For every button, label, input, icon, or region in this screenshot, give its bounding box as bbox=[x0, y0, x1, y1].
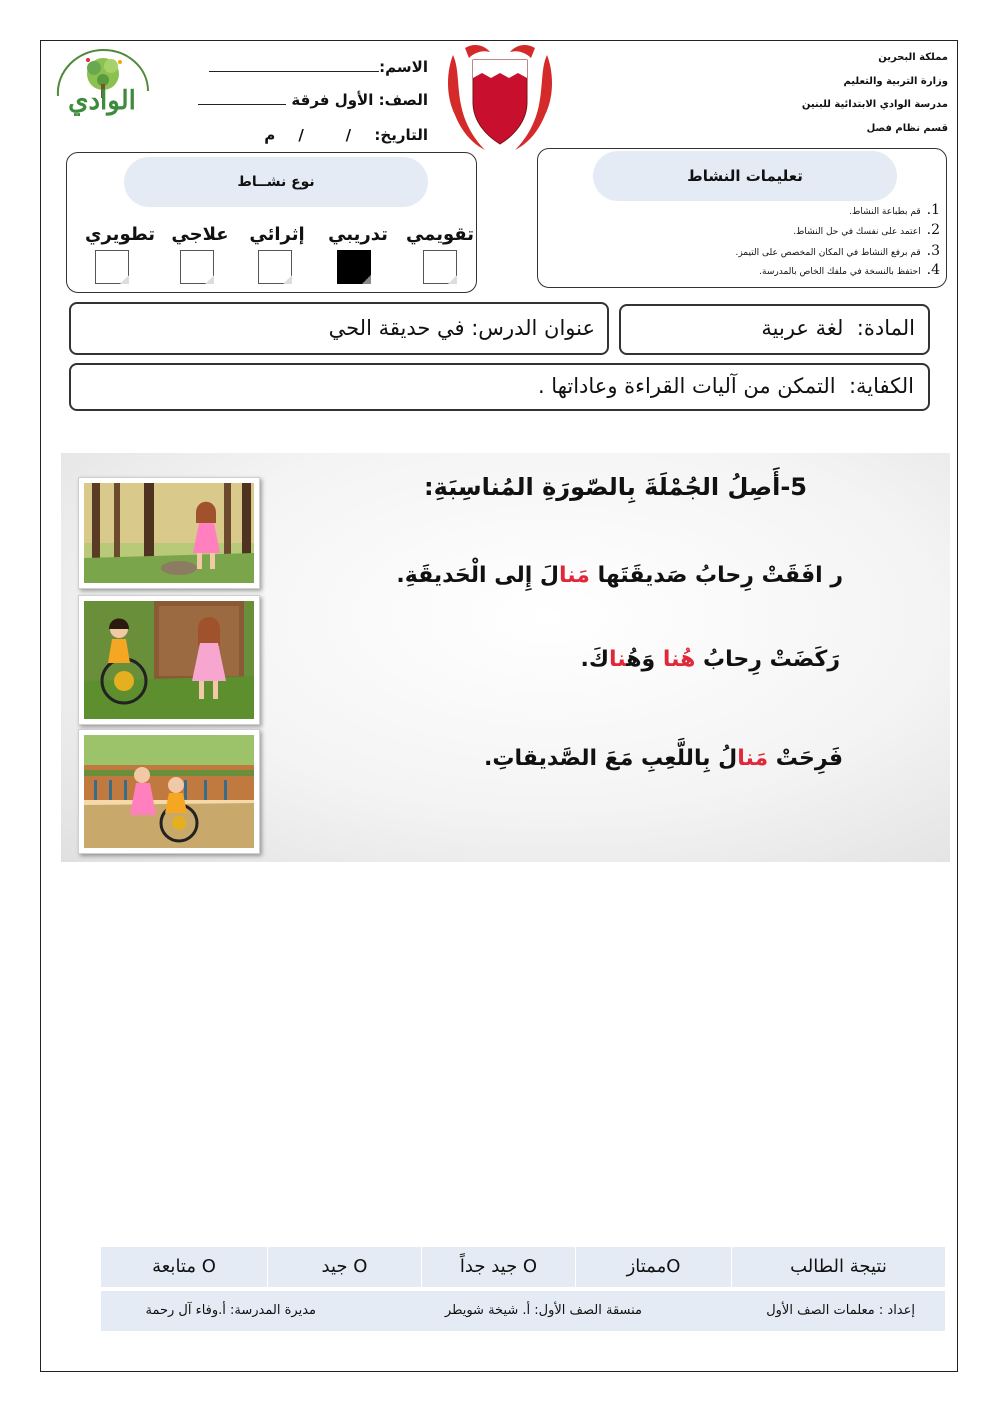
date-field bbox=[188, 126, 428, 144]
lesson-value: في حديقة الحي bbox=[328, 316, 465, 340]
instruction-item: 3.قم برفع النشاط في المكان المخصص على التيمز. bbox=[735, 243, 940, 259]
credits-row bbox=[101, 1291, 945, 1331]
instruction-item: 4.احتفظ بالنسخة في ملفك الخاص بالمدرسة. bbox=[759, 262, 940, 278]
instructions-title: تعليمات النشاط bbox=[593, 151, 897, 201]
class-label: الصف: الأول فرقة bbox=[291, 91, 428, 109]
competency-value: التمكن من آليات القراءة وعاداتها . bbox=[537, 374, 836, 398]
result-label: نتيجة الطالب bbox=[731, 1247, 945, 1287]
activity-type-title: نوع نشــاط bbox=[124, 157, 428, 207]
grade-excellent[interactable]: Oممتاز bbox=[575, 1247, 731, 1287]
type-label-training: تدريبي bbox=[328, 224, 388, 245]
picture-park-friends[interactable] bbox=[78, 729, 260, 854]
logo-text: الوادي bbox=[68, 86, 136, 116]
sentence-2[interactable]: رَكَضَتْ رِحابُ هُنا وَهُناكَ. bbox=[580, 647, 840, 672]
school-logo bbox=[48, 46, 156, 124]
class-line[interactable] bbox=[198, 92, 286, 105]
instruction-item: 2.اعتمد على نفسك في حل النشاط. bbox=[793, 222, 940, 238]
picture-playing-friends[interactable] bbox=[78, 595, 260, 725]
subject-label: المادة: bbox=[856, 316, 915, 340]
name-label: الاسم: bbox=[379, 58, 428, 76]
ministry-line: وزارة التربية والتعليم bbox=[843, 75, 948, 87]
picture-forest-run[interactable] bbox=[78, 477, 260, 589]
checkbox-enrichment[interactable] bbox=[258, 250, 292, 284]
competency-field bbox=[538, 374, 914, 398]
competency-label: الكفاية: bbox=[848, 374, 914, 398]
result-row bbox=[101, 1247, 945, 1287]
ministry-header bbox=[728, 46, 948, 140]
type-label-remedial: علاجي bbox=[171, 224, 229, 245]
coordinator: منسقة الصف الأول: أ. شيخة شويطر bbox=[444, 1303, 642, 1318]
sentence-1[interactable]: ر افَقَتْ رِحابُ صَديقَتَها مَنالَ إِلى الْحَديقَةِ. bbox=[396, 563, 843, 588]
checkbox-training[interactable] bbox=[337, 250, 371, 284]
grade-follow-up[interactable]: O متابعة bbox=[152, 1256, 216, 1277]
name-field bbox=[188, 58, 428, 76]
date-suffix: م bbox=[264, 126, 276, 144]
subject-value: لغة عربية bbox=[761, 316, 844, 340]
grade-very-good[interactable]: O جيد جداً bbox=[421, 1247, 575, 1287]
type-label-evaluative: تقويمي bbox=[405, 224, 475, 245]
subject-field bbox=[761, 316, 915, 340]
principal: مديرة المدرسة: أ.وفاء آل رحمة bbox=[145, 1303, 316, 1318]
sentence-3[interactable]: فَرِحَتْ مَنالُ بِاللَّعِبِ مَعَ الصَّديقاتِ. bbox=[484, 746, 843, 771]
lesson-label: عنوان الدرس: bbox=[471, 316, 595, 340]
type-label-enrichment: إثرائي bbox=[249, 224, 305, 245]
lesson-field bbox=[329, 316, 595, 340]
ministry-line: قسم نظام فصل bbox=[866, 122, 948, 134]
checkbox-remedial[interactable] bbox=[180, 250, 214, 284]
prepared-by: إعداد : معلمات الصف الأول bbox=[766, 1303, 915, 1318]
question-title: 5-أَصِلُ الجُمْلَةَ بِالصّورَةِ المُناسِبَةِ: bbox=[424, 473, 807, 501]
ministry-line: مدرسة الوادي الابتدائية للبنين bbox=[801, 99, 948, 110]
class-field bbox=[188, 91, 428, 109]
ministry-line: مملكة البحرين bbox=[878, 52, 948, 63]
checkbox-evaluative[interactable] bbox=[423, 250, 457, 284]
date-label: التاريخ: bbox=[374, 126, 428, 144]
type-label-developmental: تطويري bbox=[84, 224, 156, 245]
date-slashes: / / bbox=[298, 126, 352, 144]
checkbox-developmental[interactable] bbox=[95, 250, 129, 284]
bahrain-emblem-icon bbox=[445, 40, 555, 155]
name-line[interactable] bbox=[209, 59, 379, 72]
instruction-item: 1.قم بطباعة النشاط. bbox=[849, 202, 940, 218]
grade-good[interactable]: O جيد bbox=[267, 1247, 421, 1287]
